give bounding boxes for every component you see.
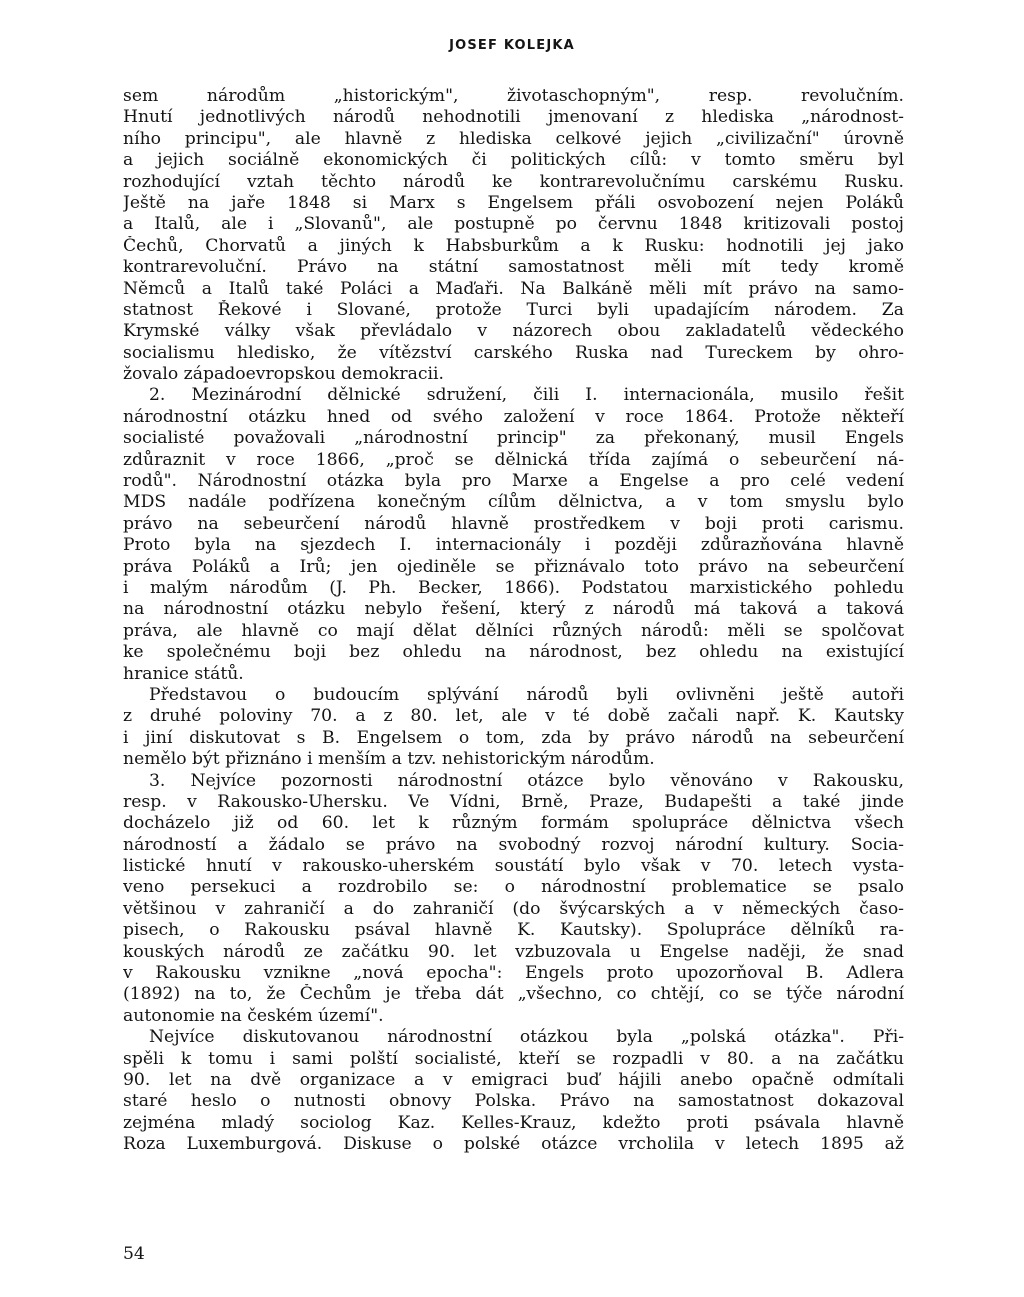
text-line: 3. Nejvíce pozornosti národnostní otázce bylo věnováno v Rakousku, xyxy=(149,770,904,791)
text-line: hranice států. xyxy=(123,663,244,684)
text-line: MDS nadále podřízena konečným cílům dělnictva, a v tom smyslu bylo xyxy=(123,492,904,513)
text-line: 90. let na dvě organizace a v emigraci buď hájili anebo opačně odmítali xyxy=(123,1069,904,1090)
text-line: zejména mladý sociolog Kaz. Kelles-Krauz, kdežto proti psávala hlavně xyxy=(123,1112,904,1133)
text-line: rodů". Národnostní otázka byla pro Marxe a Engelse a pro celé vedení xyxy=(123,471,904,492)
text-line: nemělo být přiznáno i menším a tzv. nehistorickým národům. xyxy=(123,749,655,770)
text-line: pisech, o Rakousku psával hlavně K. Kautsky). Spolupráce dělníků ra- xyxy=(123,920,904,941)
text-line: zdůraznit v roce 1866, „proč se dělnická třída zajímá o sebeurčení ná- xyxy=(123,449,904,470)
text-line: v Rakousku vznikne „nová epocha": Engels proto upozorňoval B. Adlera xyxy=(123,963,904,984)
text-line: i jiní diskutovat s B. Engelsem o tom, zda by právo národů na sebeurčení xyxy=(123,727,904,748)
text-line: autonomie na českém území". xyxy=(123,1005,384,1026)
text-line: Představou o budoucím splývání národů byli ovlivněni ještě autoři xyxy=(149,684,904,705)
text-line: socialismu hledisko, že vítězství carského Ruska nad Tureckem by ohro- xyxy=(123,342,904,363)
text-line: na národnostní otázku nebylo řešení, který z národů má taková a taková xyxy=(123,599,904,620)
text-line: Roza Luxemburgová. Diskuse o polské otázce vrcholila v letech 1895 až xyxy=(123,1134,904,1155)
text-line: Ještě na jaře 1848 si Marx s Engelsem přáli osvobození nejen Poláků xyxy=(123,192,904,213)
text-line: ke společnému boji bez ohledu na národnost, bez ohledu na existující xyxy=(123,642,904,663)
text-line: kontrarevoluční. Právo na státní samostatnost měli mít tedy kromě xyxy=(123,257,904,278)
text-line: kouských národů ze začátku 90. let vzbuzovala u Engelse naději, že snad xyxy=(123,941,904,962)
text-line: Němců a Italů také Poláci a Maďaři. Na Balkáně měli mít právo na samo- xyxy=(123,278,904,299)
text-line: rozhodující vztah těchto národů ke kontrarevolučnímu carskému Rusku. xyxy=(123,171,904,192)
text-line: z druhé poloviny 70. a z 80. let, ale v té době začali např. K. Kautsky xyxy=(123,706,904,727)
text-line: a jejich sociálně ekonomických či politických cílů: v tomto směru byl xyxy=(123,150,904,171)
text-line: (1892) na to, že Čechům je třeba dát „všechno, co chtějí, co se týče národní xyxy=(123,984,904,1005)
page-number: 54 xyxy=(123,1244,145,1264)
text-line: Nejvíce diskutovanou národnostní otázkou byla „polská otázka". Při- xyxy=(149,1027,904,1048)
text-line: národností a žádalo se právo na svobodný rozvoj národní kultury. Socia- xyxy=(123,834,904,855)
text-line: a Italů, ale i „Slovanů", ale postupně po červnu 1848 kritizovali postoj xyxy=(123,214,904,235)
text-line: Krymské války však převládalo v názorech obou zakladatelů vědeckého xyxy=(123,321,904,342)
text-line: staré heslo o nutnosti obnovy Polska. Právo na samostatnost dokazoval xyxy=(123,1091,904,1112)
text-line: 2. Mezinárodní dělnické sdružení, čili I. internacionála, musilo řešit xyxy=(149,385,904,406)
text-line: právo na sebeurčení národů hlavně prostředkem v boji proti carismu. xyxy=(123,513,904,534)
text-line: statnost Řekové i Slované, protože Turci byli upadajícím národem. Za xyxy=(123,299,904,320)
running-header: JOSEF KOLEJKA xyxy=(449,38,575,53)
text-line: sem národům „historickým", životaschopným", resp. revolučním. xyxy=(123,86,904,106)
text-line: Čechů, Chorvatů a jiných k Habsburkům a k Rusku: hodnotili jej jako xyxy=(123,235,904,256)
text-line: ního principu", ale hlavně z hlediska celkové jejich „civilizační" úrovně xyxy=(123,128,904,149)
text-line: listické hnutí v rakousko-uherském soustátí bylo však v 70. letech vysta- xyxy=(123,856,904,877)
text-line: práva, ale hlavně co mají dělat dělníci různých národů: měli se spolčovat xyxy=(123,620,904,641)
text-line: Proto byla na sjezdech I. internacionály i později zdůrazňována hlavně xyxy=(123,535,904,556)
text-line: práva Poláků a Irů; jen ojediněle se přiznávalo toto právo na sebeurčení xyxy=(123,556,904,577)
text-line: většinou v zahraničí a do zahraničí (do švýcarských a v německých časo- xyxy=(123,898,904,919)
text-line: docházelo již od 60. let k různým formám spolupráce dělnictva všech xyxy=(123,813,904,834)
text-line: resp. v Rakousko-Uhersku. Ve Vídni, Brně, Praze, Budapešti a také jinde xyxy=(123,791,904,812)
text-line: spěli k tomu i sami polští socialisté, kteří se rozpadli v 80. a na začátku xyxy=(123,1048,904,1069)
text-line: národnostní otázku hned od svého založení v roce 1864. Protože někteří xyxy=(123,406,904,427)
text-line: i malým národům (J. Ph. Becker, 1866). Podstatou marxistického pohledu xyxy=(123,577,904,598)
text-line: veno persekuci a rozdrobilo se: o národnostní problematice se psalo xyxy=(123,877,904,898)
text-line: žovalo západoevropskou demokracii. xyxy=(123,364,444,385)
text-line: Hnutí jednotlivých národů nehodnotili jmenovaní z hlediska „národnost- xyxy=(123,107,904,128)
body-text xyxy=(123,86,904,1156)
text-line: socialisté považovali „národnostní princip" za překonaný, musil Engels xyxy=(123,428,904,449)
